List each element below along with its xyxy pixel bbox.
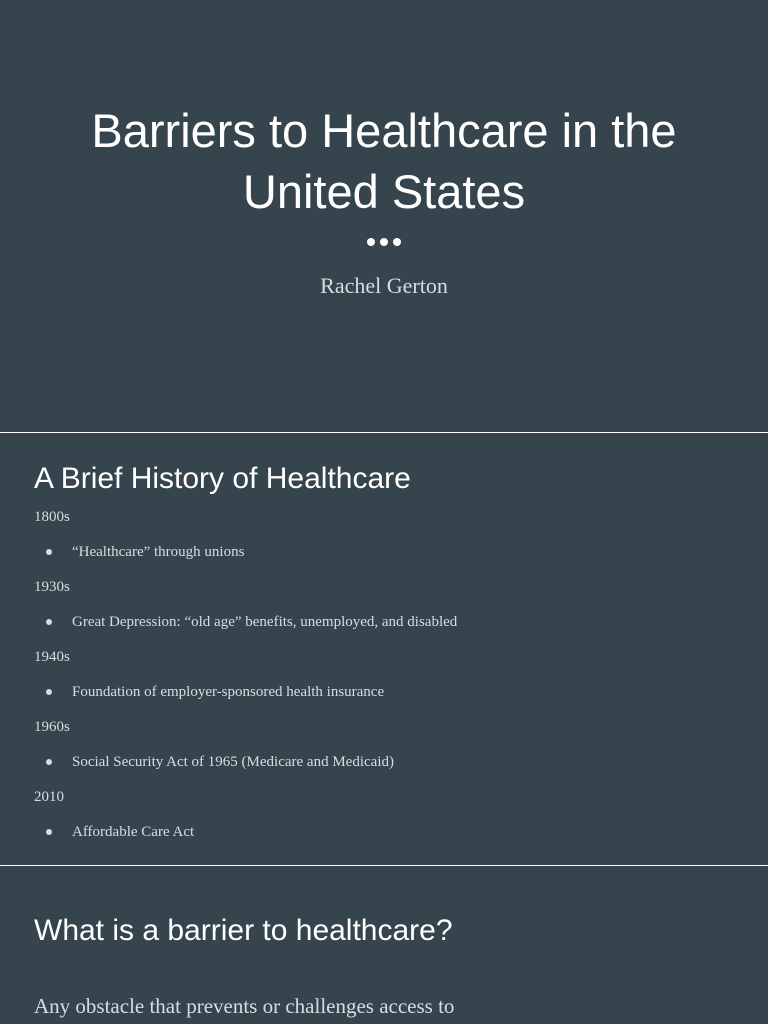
dot-icon	[393, 238, 401, 246]
title-divider-dots	[0, 238, 768, 246]
list-item	[34, 753, 734, 788]
bullet-text: Foundation of employer-sponsored health insurance	[72, 684, 385, 700]
bullet-text: “Healthcare” through unions	[72, 544, 245, 560]
era-label: 1940s	[34, 649, 70, 665]
bullet-icon	[46, 689, 52, 695]
author-name: Rachel Gerton	[320, 273, 448, 298]
definition-body: Any obstacle that prevents or challenges access to	[34, 994, 455, 1018]
title-slide	[0, 0, 768, 432]
definition-heading: What is a barrier to healthcare?	[34, 914, 453, 947]
era-label: 1930s	[34, 579, 70, 595]
definition-slide	[0, 866, 768, 1024]
era-label: 2010	[34, 789, 64, 805]
dot-icon	[380, 238, 388, 246]
title-line-2: United States	[242, 165, 526, 218]
dot-icon	[367, 238, 375, 246]
bullet-text: Affordable Care Act	[72, 824, 195, 840]
bullet-text: Social Security Act of 1965 (Medicare and Medicaid)	[72, 754, 394, 770]
bullet-text: Great Depression: “old age” benefits, unemployed, and disabled	[72, 614, 458, 630]
history-timeline	[34, 508, 734, 858]
title-line-1: Barriers to Healthcare in the	[91, 104, 677, 157]
list-item	[34, 543, 734, 578]
list-item	[34, 613, 734, 648]
bullet-icon	[46, 759, 52, 765]
list-item	[34, 683, 734, 718]
bullet-icon	[46, 549, 52, 555]
bullet-icon	[46, 619, 52, 625]
bullet-icon	[46, 829, 52, 835]
presentation-title	[0, 100, 768, 222]
list-item	[34, 823, 734, 858]
era-label: 1800s	[34, 509, 70, 525]
era-label: 1960s	[34, 719, 70, 735]
history-slide	[0, 433, 768, 865]
history-heading: A Brief History of Healthcare	[34, 462, 411, 495]
